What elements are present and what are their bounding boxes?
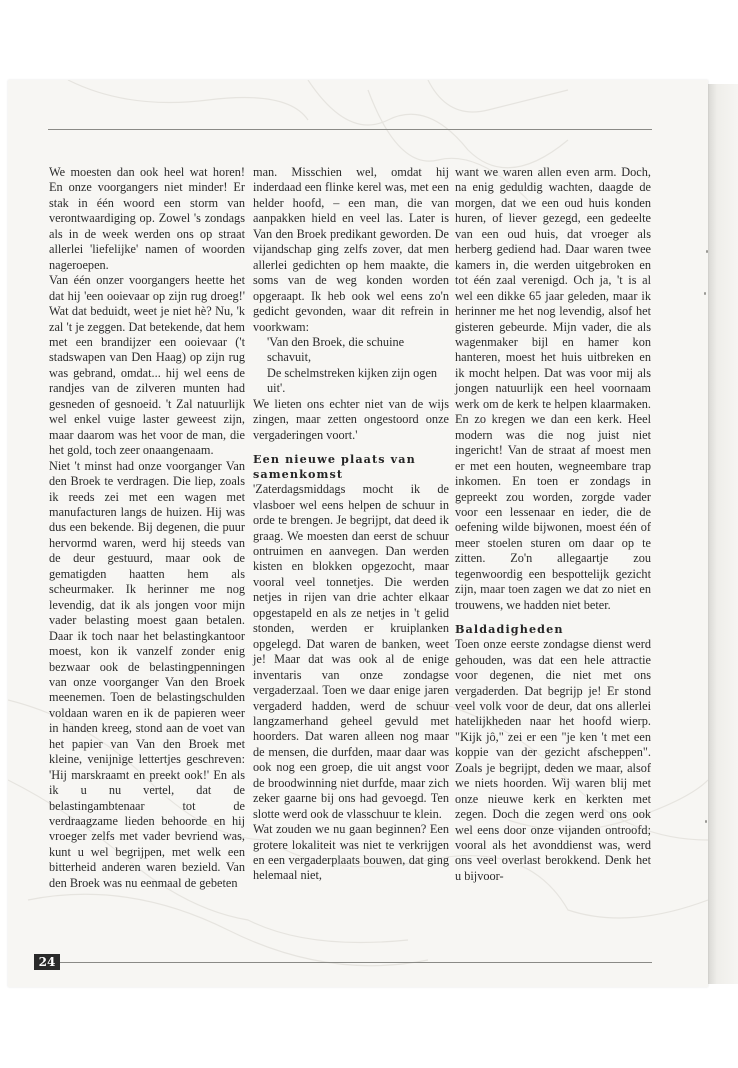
- paragraph: We moesten dan ook heel wat horen! En onze voorgangers niet minder! Er stak in één woord een storm van verontwaardiging op. Zowel 's zondags als in de week werden ons op straat allerlei 'liefelijke' namen of woorden nageroepen.: [49, 165, 245, 272]
- scan-speck: [705, 820, 707, 823]
- text-column-3: [455, 165, 651, 884]
- section-heading: Baldadigheden: [455, 622, 564, 637]
- paragraph: Wat zouden we nu gaan beginnen? Een grotere lokaliteit was niet te verkrijgen en een vergaderplaats bouwen, dat ging helemaal niet,: [253, 822, 449, 883]
- page-number-badge: 24: [34, 954, 60, 970]
- text-column-2: [253, 165, 449, 884]
- section-heading: Een nieuwe plaats van samenkomst: [253, 452, 416, 482]
- verse-line: De schelmstreken kijken zijn ogen uit'.: [267, 365, 438, 396]
- paragraph: Toen onze eerste zondagse dienst werd gehouden, was dat een hele attractie voor degenen, die niet met ons vergaderden. Dat begrijp je! Er stond veel volk voor de deur, dat ons allerlei hatelijkheden naar het hoofd wierp. "Kijk jô," zei er een "je ken 't met een koppie van der gezicht afscheppen". Zoals je begrijpt, deden we maar, alsof we niets hoorden. Wij waren blij met onze nieuwe kerk en kerkten met zegen. Doch die zegen werd ons ook wel eens door onze vijanden ontroofd; vooral als het avonddienst was, werd ons veel overlast berokkend. Denk het u bijvoor-: [455, 637, 651, 883]
- header-rule: [48, 129, 652, 130]
- paragraph: We lieten ons echter niet van de wijs zingen, maar zetten ongestoord onze vergaderingen voort.': [253, 396, 449, 442]
- magazine-page: [8, 80, 708, 987]
- paragraph: man. Misschien wel, omdat hij inderdaad een flinke kerel was, met een helder hoofd, – een man, die van aanpakken hield en veel las. Later is Van den Broek predikant geworden. De vijandschap ging zelfs zover, dat men allerlei gedichten op hem maakte, die soms van de weg konden worden opgeraapt. Ik heb ook wel eens zo'n gedicht gevonden, waar dit refrein in voorkwam:: [253, 165, 449, 334]
- scan-speck: [706, 250, 708, 253]
- paragraph: Niet 't minst had onze voorganger Van den Broek te verdragen. Die liep, zoals ik reeds zei met een wagen met manufacturen langs de huizen. Hij was dus een bekende. Bij degenen, die puur hervormd waren, werd hij steeds van de deur gestuurd, maar ook de gematigden haatten hem als scheurmaker. Ik herinner me nog levendig, dat ik als jongen voor mijn vader belasting moest gaan betalen. Daar ik toch naar het belastingkantoor moest, kon ik vanzelf zonder enig bezwaar ook de belastingpenningen van onze voorganger Van den Broek meenemen. Toen de belastingschulden voldaan waren en ik de papieren weer in handen kreeg, stond aan de voet van het papier van Van den Broek met kleine, venijnige lettertjes geschreven: 'Hij marskraamt en preekt ook!' En als ik u nu vertel, dat de belastingambtenaar tot de verdraagzame lieden behoorde en hij vroeger zelfs met vader bevriend was, kunt u wel begrijpen, met welk een bitterheid anderen waren bezield. Van den Broek was nu eenmaal de gebeten: [49, 458, 245, 890]
- verse-line: 'Van den Broek, die schuine schavuit,: [267, 334, 405, 365]
- paragraph: Van één onzer voorgangers heette het dat hij 'een ooievaar op zijn rug droeg!' Wat dat beduidt, weet je niet hè? Nu, 'k zal 't je zeggen. Dat betekende, dat hem met een brandijzer een ooievaar ('t stadswapen van Den Haag) op zijn rug was gebrand, omdat... hij wel eens de randjes van de zilveren munten had gesneden of gesnoeid. 't Zal natuurlijk wel enkel vuige laster geweest zijn, maar daarom was het voor de man, die het gold, toch zeer onaangenaam.: [49, 273, 245, 458]
- text-column-1: [49, 165, 245, 891]
- verse-refrain: [253, 335, 449, 397]
- next-page-edge: [708, 84, 738, 984]
- paragraph: want we waren allen even arm. Doch, na enig geduldig wachten, daagde de morgen, dat we een oud huis konden huren, of liever gezegd, een gedeelte van een oud huis, dat vroeger als herberg gediend had. Daar waren twee kamers in, die werden uitgebroken en tot één zaal verenigd. Och ja, 't is al wel een dikke 65 jaar geleden, maar ik herinner me het nog levendig, alsof het gisteren gebeurde. Mijn vader, die als wagenmaker bijl en hamer kon hanteren, moest het huis uitbreken en ik mocht helpen. Dat was voor mij als jongen natuurlijk een heel voornaam werk om de kerk te helpen klaarmaken. En zo kregen we dan een kerk. Heel modern was die nog juist niet ingericht! Van de straat af moest men er met een houten, wegneembare trap inkomen. En toen er zondags in gepreekt zou worden, zorgde vader voor een lessenaar en ieder, die de oefening wilde bijwonen, moest één of meer stoelen sturen om daar op te zitten. Zo'n allegaartje zou tegenwoordig een bespottelijk gezicht zijn, maar toen zagen we dat zo niet en trouwens, we hadden niet beter.: [455, 165, 651, 612]
- scan-speck: [704, 292, 706, 295]
- paragraph: 'Zaterdagsmiddags mocht ik de vlasboer wel eens helpen de schuur in orde te brengen. Je begrijpt, dat deed ik graag. We moesten dan eerst de schuur ontruimen en aanvegen. Dan werden kisten en blokken opgezocht, maar vooral veel tonnetjes. Die werden netjes in rijen van drie achter elkaar opgestapeld en als ze netjes in 't gelid stonden, werden er kruiplanken opgelegd. Dat waren de banken, weet je! Maar dat was ook al de enige inventaris van onze zondagse vergaderzaal. Toen we daar enige jaren vergaderd hadden, werd de schuur langzamerhand geheel gevuld met hoorders. Dat waren alleen nog maar de mensen, die durfden, maar daar was ook nog een groep, die uit angst voor de broodwinning niet durfde, maar zich zeker gaarne bij ons had gevoegd. Ten slotte werd ook de vlasschuur te klein.: [253, 482, 449, 821]
- footer-rule: [60, 962, 652, 963]
